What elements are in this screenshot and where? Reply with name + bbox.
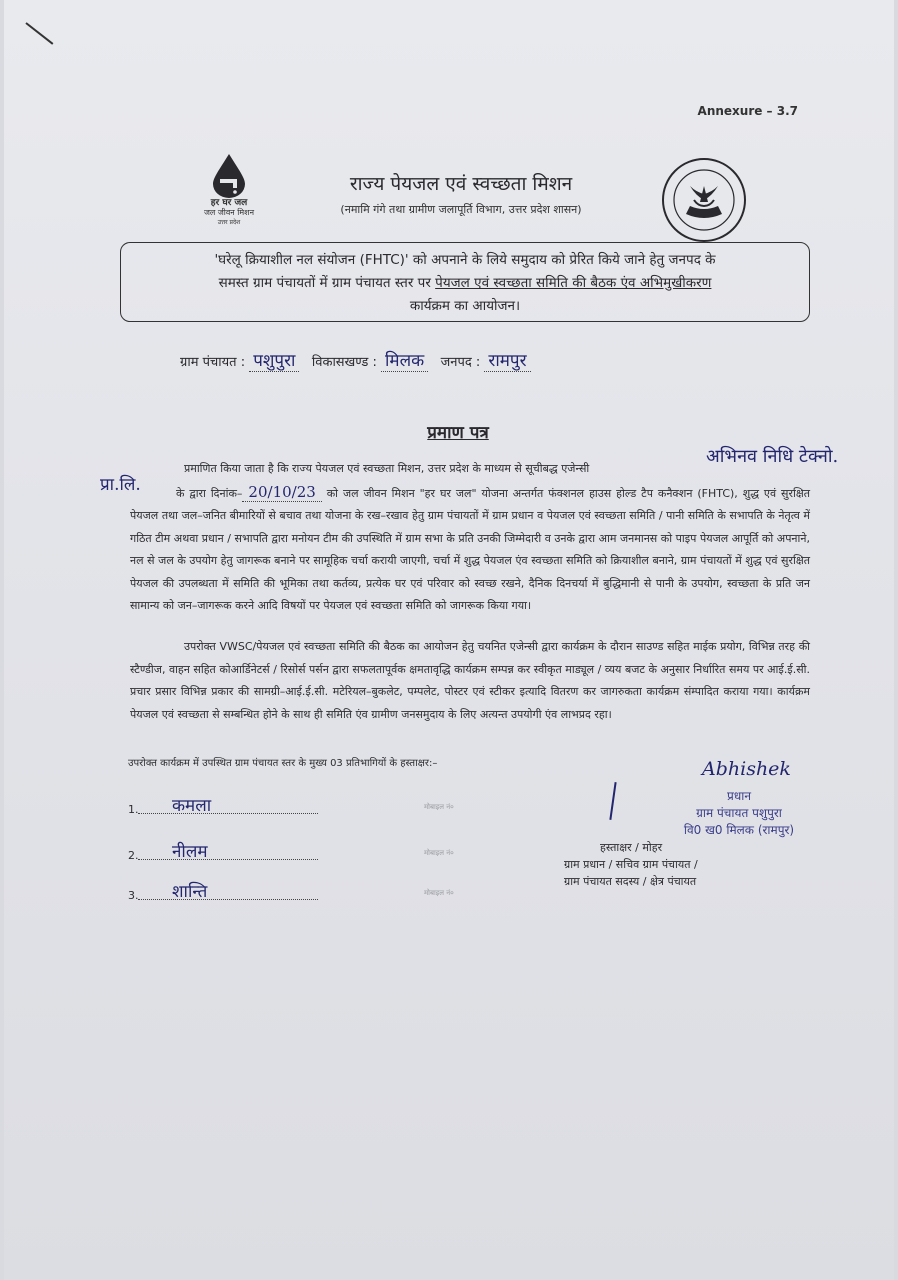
notice-line-2 xyxy=(135,272,795,295)
annexure-label: Annexure – 3.7 xyxy=(697,104,798,118)
pradhan-signature-block xyxy=(564,756,854,896)
signatory-row xyxy=(128,878,488,904)
signature-line xyxy=(138,899,318,900)
stamp-line-2: ग्राम पंचायत पशुपुरा xyxy=(696,806,782,820)
signatory-number: 1. xyxy=(128,803,139,816)
signatory-row xyxy=(128,838,488,864)
role-line-1: ग्राम प्रधान / सचिव ग्राम पंचायत / xyxy=(564,858,698,871)
notice-line-2a: समस्त ग्राम पंचायतों में ग्राम पंचायत स्तर पर xyxy=(218,275,436,291)
pen-stroke xyxy=(609,782,616,820)
pradhan-stamp xyxy=(654,788,824,839)
notice-line-2b: पेयजल एवं स्वच्छता समिति की बैठक एंव अभिमुखीकरण xyxy=(435,275,712,291)
certificate-title: प्रमाण पत्र xyxy=(427,423,489,443)
har-ghar-jal-logo xyxy=(194,152,264,228)
signatory-number: 2. xyxy=(128,849,139,862)
signatory-signature: कमला xyxy=(172,796,212,816)
program-date-handwritten: 20/10/23 xyxy=(242,483,321,502)
signatory-row xyxy=(128,792,488,818)
location-line xyxy=(180,348,800,371)
notice-line-3: कार्यक्रम का आयोजन। xyxy=(409,298,521,314)
mission-subtitle: (नमामि गंगे तथा ग्रामीण जलापूर्ति विभाग, उत्तर प्रदेश शासन) xyxy=(340,203,582,216)
logo-line-1: हर घर जल xyxy=(210,198,248,208)
district-value: रामपुर xyxy=(484,351,530,372)
paragraph-1-part-3: को जल जीवन मिशन "हर घर जल" योजना अन्तर्गत फंक्शनल हाउस होल्ड टैप कनैक्शन (FHTC), शुद्ध एवं सुरक्षित पेयजल तथा जल–जनित बीमारियों से बचाव तथा योजना के रख–रखाव हेतु ग्राम पंचायतों में ग्राम प्रधान व पेयजल एवं स्वच्छता समिति / पानी समिति के सभापति के नेतृत्व में गठित टीम अथवा प्रधान / सभापति द्वारा मनोयन टीम की उपस्थिति में ग्राम सभा के प्रति उनकी जिम्मेदारी व उनके द्वारा आम जनमानस को पाइप पेयजल आपूर्ति को अपनाने, नल से जल के उपयोग हेतु जागरूक बनाने पर सामूहिक चर्चा करायी जाएगी, चर्चा में शुद्ध पेयजल एंव स्वच्छता समिति को क्रियाशील बनाने, ग्राम पंचायतों में शुद्ध एवं सुरक्षित पेयजल की उपलब्धता में समिति की भूमिका तथा कर्तव्य, प्रत्येक घर एवं परिवार को स्वच्छ रखने, दैनिक दिनचर्या में बुद्धिमानी से पानी के उपयोग, स्वच्छता के प्रति जन सामान्य को जन–जागरूक करने आदि विषयों पर पेयजल एवं स्वच्छता समिति को जागरूक किया गया। xyxy=(130,486,810,612)
mobile-label: मोबाइल नं० xyxy=(424,889,454,897)
signature-line xyxy=(138,859,318,860)
mobile-label: मोबाइल नं० xyxy=(424,849,454,857)
document-page xyxy=(4,0,894,1280)
district-label: जनपद : xyxy=(440,355,481,370)
certificate-paragraph-2: उपरोक्त VWSC/पेयजल एवं स्वच्छता समिति की बैठक का आयोजन हेतु चयनित एजेन्सी द्वारा कार्यक्रम के दौरान साउण्ड सहित माईक प्रयोग, विभिन्न तरह की स्टैण्डीज, वाहन सहित कोआर्डिनेटर्स / रिसोर्स पर्सन द्वारा सफलतापूर्वक क्षमतावृद्धि कार्यक्रम सम्पन्न कर स्वीकृत माड्यूल / व्यय बजट के अनुसार निर्धारित समय पर आई.ई.सी. प्रचार प्रसार विभिन्न प्रकार की सामग्री–आई.ई.सी. मटेरियल–बुकलेट, पम्पलेट, पोस्टर एवं स्टीकर इत्यादि वितरण कर जागरुकता कार्यक्रम संम्पादित कराया गया। कार्यक्रम पेयजल एवं स्वच्छता से सम्बन्धित होने के साथ ही समिति एंव ग्रामीण जनसमुदाय के लिए अत्यन्त उपयोगी एंव लाभप्रद रहा। xyxy=(130,640,810,721)
agency-name-handwritten: अभिनव निधि टेक्नो. xyxy=(706,446,839,467)
block-value: मिलक xyxy=(381,351,428,372)
pen-mark xyxy=(25,22,53,45)
notice-line-1: 'घरेलू क्रियाशील नल संयोजन (FHTC)' को अपनाने के लिये समुदाय को प्रेरित किये जाने हेतु जनपद के xyxy=(214,252,716,268)
logo-line-2: जल जीवन मिशन xyxy=(203,208,255,217)
block-label: विकासखण्ड : xyxy=(311,355,377,370)
signatory-roles xyxy=(564,856,698,890)
paragraph-1-part-1: प्रमाणित किया जाता है कि राज्य पेयजल एवं स्वच्छता मिशन, उत्तर प्रदेश के माध्यम से सूचीबद्ध एजेन्सी xyxy=(184,462,590,475)
water-drop-tap-icon xyxy=(209,152,249,198)
certificate-paragraph-1 xyxy=(130,458,810,618)
sign-seal-label: हस्ताक्षर / मोहर xyxy=(600,841,663,854)
up-government-emblem-icon xyxy=(660,156,748,244)
signatory-signature: शान्ति xyxy=(172,882,208,902)
signatory-signature: नीलम xyxy=(172,842,208,862)
mission-title: राज्य पेयजल एवं स्वच्छता मिशन xyxy=(349,173,573,195)
role-line-2: ग्राम पंचायत सदस्य / क्षेत्र पंचायत xyxy=(564,875,697,888)
stamp-line-3: वि0 ख0 मिलक (रामपुर) xyxy=(683,823,795,837)
pradhan-signature: Abhishek xyxy=(702,758,791,780)
signatory-number: 3. xyxy=(128,889,139,902)
paragraph-1-part-2: के द्वारा दिनांक– xyxy=(176,486,243,500)
gram-panchayat-label: ग्राम पंचायत : xyxy=(180,355,246,370)
agency-suffix-handwritten: प्रा.लि. xyxy=(100,475,141,495)
program-notice-box xyxy=(120,242,810,322)
stamp-line-1: प्रधान xyxy=(727,789,751,803)
signatures-intro: उपरोक्त कार्यक्रम में उपस्थित ग्राम पंचायत स्तर के मुख्य 03 प्रतिभागियों के हस्ताक्षर:– xyxy=(128,758,438,769)
signature-line xyxy=(138,813,318,814)
gram-panchayat-value: पशुपुरा xyxy=(249,351,299,372)
mobile-label: मोबाइल नं० xyxy=(424,803,454,811)
logo-line-3: उत्तर प्रदेश xyxy=(217,219,241,226)
